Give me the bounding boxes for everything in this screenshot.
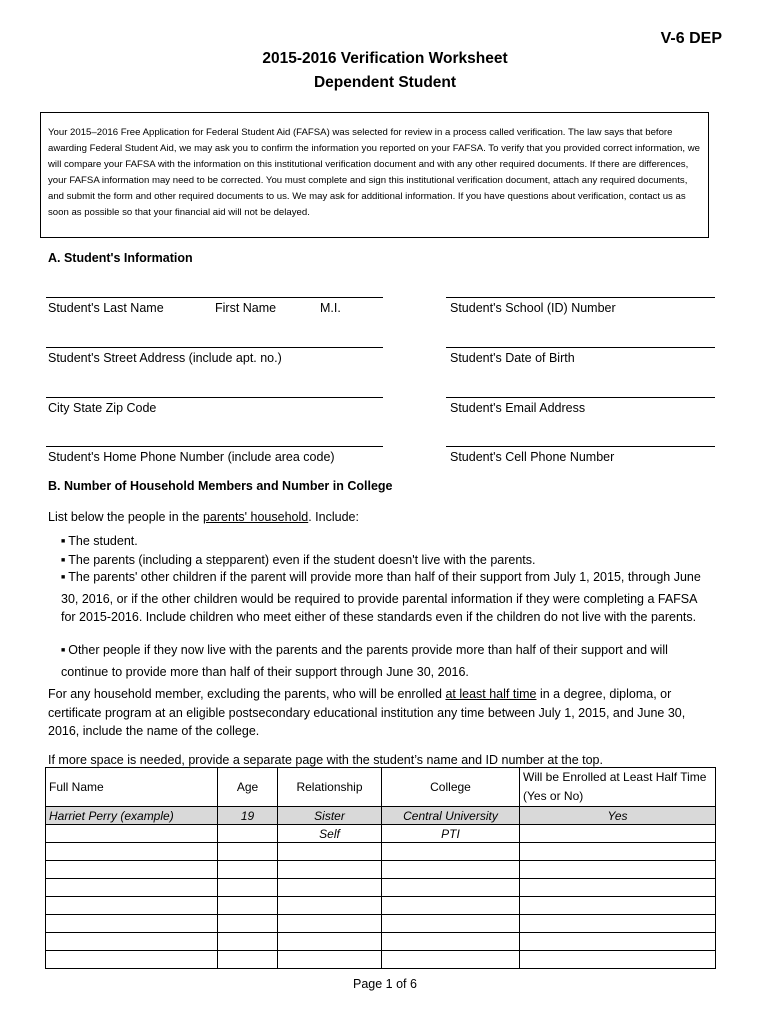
table-row[interactable] <box>46 861 716 879</box>
last-name-label: Student's Last Name <box>48 301 164 315</box>
table-cell[interactable] <box>46 825 218 843</box>
household-table <box>45 767 716 969</box>
college-text: For any household member, excluding the parents, who will be enrolled <box>48 687 446 701</box>
col-relationship: Relationship <box>278 768 382 807</box>
date-of-birth-label: Student's Date of Birth <box>450 351 575 365</box>
household-intro-end: . Include: <box>308 510 359 524</box>
col-full-name: Full Name <box>46 768 218 807</box>
household-intro <box>48 508 718 527</box>
college-instructions <box>48 685 714 741</box>
table-row-self[interactable] <box>46 825 716 843</box>
bullet-text: The student. <box>68 534 138 548</box>
example-age: 19 <box>218 807 278 825</box>
example-enrolled: Yes <box>520 807 716 825</box>
half-time-term: at least half time <box>445 687 537 701</box>
school-id-field[interactable] <box>446 297 715 315</box>
street-address-label: Student's Street Address (include apt. no.) <box>48 351 282 365</box>
example-name: Harriet Perry (example) <box>46 807 218 825</box>
bullet-text: The parents' other children if the parent will provide more than half of their support from July 1, 2015, through June 30, 2016, or if the other children would be required to provide parental information if they were completing a FAFSA for 2015-2016. Include children who meet either of these standards even if the children do not live with the parents. <box>61 570 701 624</box>
bullet-item <box>61 568 709 627</box>
self-relationship: Self <box>278 825 382 843</box>
bullet-text: Other people if they now live with the parents and the parents provide more than half of their support and will continue to provide more than half of their support through June 30, 2016. <box>61 643 668 679</box>
space-note: If more space is needed, provide a separate page with the student’s name and ID number at the top. <box>48 753 603 767</box>
bullet-text: The parents (including a stepparent) even if the student doesn't live with the parents. <box>68 553 536 567</box>
table-row[interactable] <box>46 843 716 861</box>
city-state-zip-label: City State Zip Code <box>48 401 157 415</box>
page-number: Page 1 of 6 <box>353 977 417 991</box>
section-b-heading: B. Number of Household Members and Number in College <box>48 479 393 493</box>
table-row[interactable] <box>46 915 716 933</box>
example-relationship: Sister <box>278 807 382 825</box>
col-enrolled: Will be Enrolled at Least Half Time (Yes or No) <box>520 768 716 807</box>
bullet-icon: ■ <box>61 538 66 545</box>
bullet-icon: ■ <box>61 647 66 654</box>
table-cell[interactable] <box>218 825 278 843</box>
home-phone-label: Student's Home Phone Number (include area code) <box>48 450 335 464</box>
page-subtitle: Dependent Student <box>313 74 457 91</box>
household-intro-text: List below the people in the <box>48 510 203 524</box>
email-field[interactable] <box>446 397 715 415</box>
table-row[interactable] <box>46 897 716 915</box>
table-row[interactable] <box>46 933 716 951</box>
table-row-example <box>46 807 716 825</box>
home-phone-field[interactable] <box>46 446 383 464</box>
bullet-icon: ■ <box>61 557 66 564</box>
bullet-icon: ■ <box>61 574 66 581</box>
col-age: Age <box>218 768 278 807</box>
table-header-row <box>46 768 716 807</box>
email-label: Student's Email Address <box>450 401 586 415</box>
section-a-heading: A. Student's Information <box>48 251 193 265</box>
col-college: College <box>382 768 520 807</box>
example-college: Central University <box>382 807 520 825</box>
self-college: PTI <box>382 825 520 843</box>
parents-household-term: parents' household <box>202 510 309 524</box>
last-name-field[interactable] <box>46 297 383 319</box>
cell-phone-field[interactable] <box>446 446 715 464</box>
mi-label: M.I. <box>320 301 341 315</box>
page-title: 2015-2016 Verification Worksheet <box>262 50 508 67</box>
first-name-label: First Name <box>215 301 277 315</box>
bullet-item <box>61 641 709 681</box>
table-cell[interactable] <box>520 825 716 843</box>
city-state-zip-field[interactable] <box>46 397 383 415</box>
form-code: V-6 DEP <box>660 30 722 47</box>
date-of-birth-field[interactable] <box>446 347 715 365</box>
intro-box: Your 2015–2016 Free Application for Federal Student Aid (FAFSA) was selected for review in a process called verification. The law says that before awarding Federal Student Aid, we may ask you to confirm the information you reported on your FAFSA. To verify that you provided correct information, we will compare your FAFSA with the information on this institutional verification document and with any other required documents. If there are differences, your FAFSA information may need to be corrected. You must complete and sign this institutional verification document, attach any required documents, and submit the form and other required documents to us. We may ask for additional information. If you have questions about verification, contact us as soon as possible so that your financial aid will not be delayed. <box>40 112 709 238</box>
college-text-end: in a degree, diploma, or certificate program at an eligible postsecondary educational institution any time between July 1, 2015, and June 30, 2016, include the name of the college. <box>48 687 686 738</box>
street-address-field[interactable] <box>46 347 383 365</box>
cell-phone-label: Student's Cell Phone Number <box>450 450 615 464</box>
table-row[interactable] <box>46 951 716 969</box>
school-id-label: Student's School (ID) Number <box>450 301 616 315</box>
table-row[interactable] <box>46 879 716 897</box>
